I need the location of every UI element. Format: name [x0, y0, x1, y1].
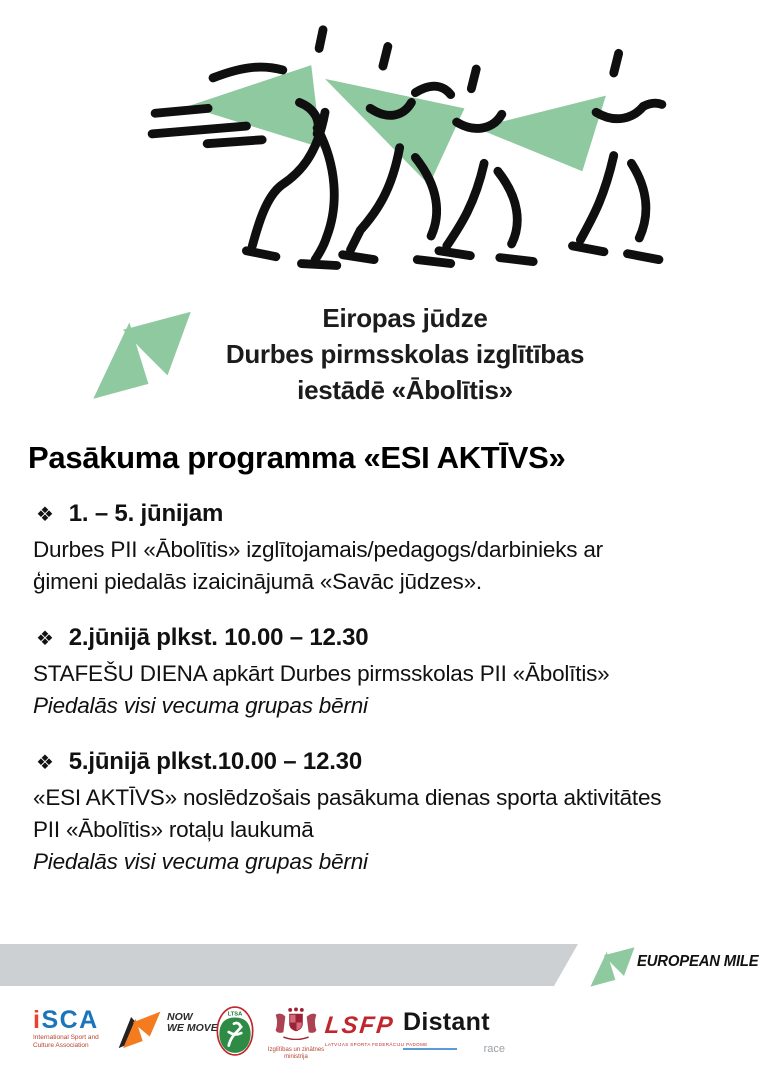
now-we-move-label-line2: WE MOVE: [167, 1022, 218, 1034]
now-we-move-label-line1: NOW: [167, 1011, 193, 1023]
isca-subtitle: [33, 1034, 123, 1049]
program-item-3: [33, 748, 733, 878]
distant-race-logo: [403, 1008, 505, 1055]
program-item-1-body-line2: ģimeni piedalās izaicinājumā «Savāc jūdzes».: [33, 569, 482, 594]
ministry-crest-icon: [267, 1007, 325, 1040]
brand-title-line2: Durbes pirmsskolas izglītības: [225, 339, 585, 369]
ministry-label-line1: Izglītības un zinātnes: [267, 1047, 325, 1053]
program-item-3-note: Piedalās visi vecuma grupas bērni: [33, 849, 368, 874]
ltsa-label: LTSA: [227, 1011, 243, 1018]
now-we-move-label: [167, 1012, 218, 1034]
program-list: [33, 500, 733, 904]
brand-title-line3: iestādē «Ābolītis»: [297, 375, 513, 405]
ltsa-badge: [216, 1006, 254, 1061]
footer-band: [0, 944, 578, 986]
ltsa-badge-icon: [216, 1006, 254, 1056]
european-mile-arrow-icon: [588, 936, 636, 994]
program-item-1-title: [33, 500, 733, 528]
ministry-label: [256, 1047, 336, 1060]
isca-logo: [33, 1006, 123, 1049]
program-item-1-title-text: 1. – 5. jūnijam: [68, 500, 224, 527]
brand-title: [168, 300, 642, 408]
lsfp-wordmark: LSFP: [323, 1012, 396, 1039]
brand-title-line1: Eiropas jūdze: [322, 303, 488, 333]
ministry-label-line2: ministrija: [284, 1053, 308, 1060]
program-item-1: [33, 500, 733, 598]
program-item-2-title: [33, 624, 733, 652]
program-item-2-title-text: 2.jūnijā plkst. 10.00 – 12.30: [68, 624, 369, 651]
diamond-bullet-icon: ❖: [36, 628, 54, 650]
isca-subtitle-line1: International Sport and: [33, 1034, 99, 1041]
program-item-3-body-line2: PII «Ābolītis» rotaļu laukumā: [33, 817, 314, 842]
program-item-1-body-line1: Durbes PII «Ābolītis» izglītojamais/pedagogs/darbinieks ar: [33, 537, 603, 562]
isca-wordmark-sca: SCA: [41, 1006, 99, 1034]
now-we-move-arrow-icon: [117, 1009, 163, 1049]
now-we-move-logo: [117, 1009, 218, 1049]
program-item-3-body-line1: «ESI AKTĪVS» noslēdzošais pasākuma dienas sporta aktivitātes: [33, 785, 662, 810]
isca-subtitle-line2: Culture Association: [33, 1041, 89, 1049]
distant-wordmark: Distant: [403, 1008, 490, 1036]
diamond-bullet-icon: ❖: [36, 752, 54, 774]
program-item-2: [33, 624, 733, 722]
diamond-bullet-icon: ❖: [36, 504, 54, 526]
program-item-2-body-line1: STAFEŠU DIENA apkārt Durbes pirmsskolas PII «Ābolītis»: [33, 661, 610, 686]
program-item-2-note: Piedalās visi vecuma grupas bērni: [33, 693, 368, 718]
runners-illustration-icon: [145, 18, 670, 293]
distant-underline: [403, 1048, 457, 1050]
lsfp-subtitle: LATVIJAS SPORTA FEDERĀCIJU PADOME: [325, 1042, 428, 1047]
program-item-3-title-text: 5.jūnijā plkst.10.00 – 12.30: [68, 748, 362, 775]
distant-race-label: race: [483, 1043, 505, 1055]
distant-row: [403, 1043, 505, 1055]
program-item-3-title: [33, 748, 733, 776]
european-mile-label: EUROPEAN MILE: [637, 953, 759, 970]
page-title: Pasākuma programma «ESI AKTĪVS»: [28, 440, 566, 475]
isca-wordmark: [33, 1006, 123, 1034]
isca-wordmark-i: i: [33, 1006, 42, 1034]
